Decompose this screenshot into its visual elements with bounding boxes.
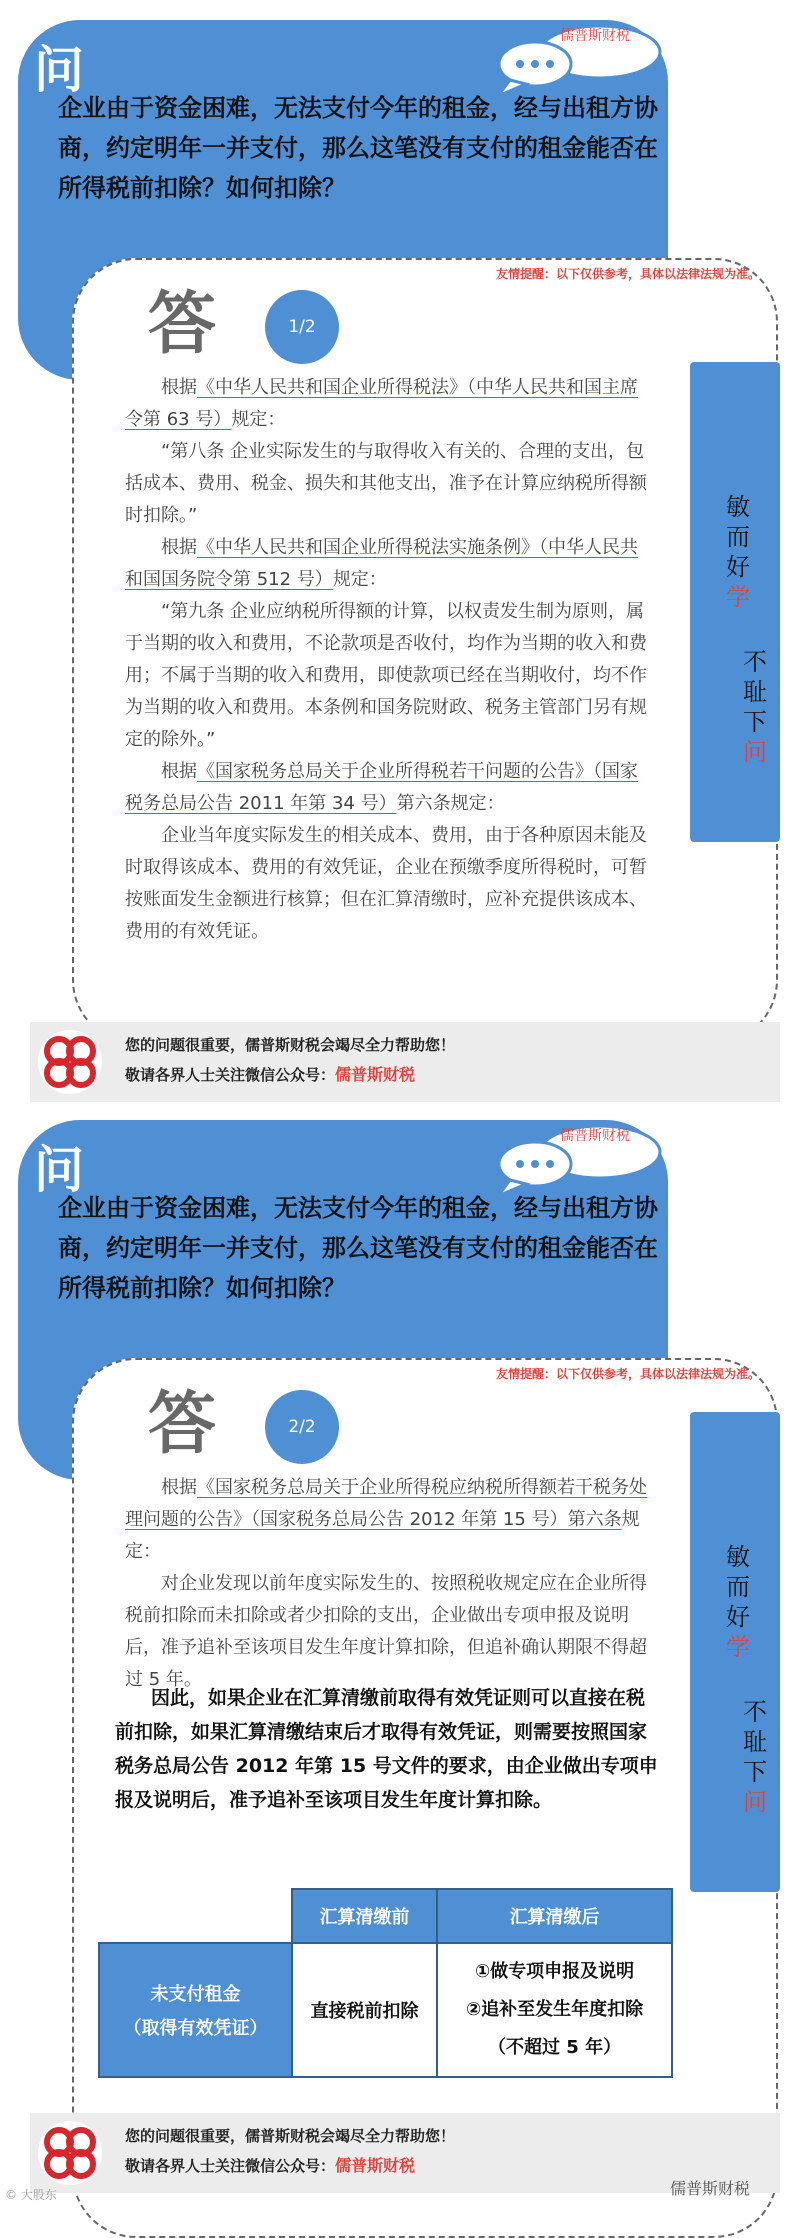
summary-table [98, 1888, 673, 2078]
law-citation: 《中华人民共和国企业所得税法实施条例》（中华人民共和国国务院令第 512 号） [125, 537, 638, 590]
account-name: 儒普斯财税 [335, 1065, 416, 1084]
answer-mark: 答 [148, 285, 217, 364]
motto-char: 敏 [726, 493, 750, 521]
paragraph: “第八条 企业实际发生的与取得收入有关的、合理的支出，包括成本、费用、税金、损失和其他支出，准予在计算应纳税所得额时扣除。” [125, 441, 647, 526]
table-row-header [99, 1943, 292, 2077]
answer-body [125, 1472, 655, 1696]
table-header: 汇算清缴后 [437, 1889, 672, 1943]
motto-char: 下 [743, 708, 767, 736]
table-header: 汇算清缴前 [292, 1889, 437, 1943]
footer-banner [30, 1022, 780, 1102]
text-fragment: 规定： [231, 409, 286, 430]
watermark-right: 儒普斯财税 [670, 2179, 751, 2198]
text-fragment: ①做专项申报及说明 [474, 1961, 635, 1982]
page-indicator: 1/2 [265, 290, 339, 364]
table-cell: 直接税前扣除 [292, 1943, 437, 2077]
text-fragment: 规定： [332, 569, 387, 590]
text-fragment: 根据 [161, 537, 197, 558]
text-fragment: （取得有效凭证） [123, 2018, 268, 2039]
paragraph: “第九条 企业应纳税所得额的计算，以权责发生制为原则，属于当期的收入和费用，不论款项是否收付，均作为当期的收入和费用；不属于当期的收入和费用，即使款项已经在当期收付，均不作为当期的收入和费用。本条例和国务院财政、税务主管部门另有规定的除外。” [125, 601, 647, 750]
text-fragment: ②追补至发生年度扣除 [465, 1999, 644, 2020]
motto-char: 不 [743, 1698, 767, 1726]
footer-banner [30, 2113, 780, 2193]
brand-logo-icon [35, 2118, 105, 2188]
law-citation: 《中华人民共和国企业所得税法》（中华人民共和国主席令第 63 号） [125, 377, 638, 430]
footer-line-1: 您的问题很重要，儒普斯财税会竭尽全力帮助您！ [125, 2127, 456, 2145]
conclusion-text [115, 1681, 660, 1817]
question-mark: 问 [34, 41, 84, 99]
text-fragment: 敬请各界人士关注微信公众号： [125, 2157, 336, 2175]
text-fragment: 根据 [161, 761, 197, 782]
table-cell [437, 1943, 672, 2077]
law-citation: 《国家税务总局关于企业所得税若干问题的公告》（国家税务总局公告 2011 年第 34 号） [125, 761, 638, 814]
motto-char: 学 [726, 1633, 750, 1661]
brand-logo-icon [35, 1027, 105, 1097]
paragraph: 对企业发现以前年度实际发生的、按照税收规定应在企业所得税前扣除而未扣除或者少扣除的支出，企业做出专项申报及说明后，准予追补至该项目发生年度计算扣除，但追补确认期限不得超过 5 年。 [125, 1573, 647, 1690]
table-corner [99, 1889, 292, 1943]
motto-char: 学 [726, 583, 750, 611]
watermark-left: © 大股东 [5, 2188, 57, 2202]
paragraph: 企业当年度实际发生的相关成本、费用，由于各种原因未能及时取得该成本、费用的有效凭证，企业在预缴季度所得税时，可暂按账面发生金额进行核算；但在汇算清缴时，应补充提供该成本、费用的有效凭证。 [125, 825, 647, 942]
text-fragment: 根据 [161, 377, 197, 398]
text-fragment: 规定： [125, 1509, 640, 1562]
paragraph: 因此，如果企业在汇算清缴前取得有效凭证则可以直接在税前扣除，如果汇算清缴结束后才取得有效凭证，则需要按照国家税务总局公告 2012 年第 15 号文件的要求，由企业做出专项申报及说明后，准予追补至该项目发生年度计算扣除。 [115, 1687, 658, 1811]
brand-label: 儒普斯财税 [560, 28, 630, 44]
text-fragment: 敬请各界人士关注微信公众号： [125, 1066, 336, 1084]
footer-line-2 [125, 1062, 415, 1085]
motto-char: 下 [743, 1758, 767, 1786]
question-text: 企业由于资金困难，无法支付今年的租金，经与出租方协商，约定明年一并支付，那么这笔没有支付的租金能否在所得税前扣除？如何扣除？ [58, 1194, 658, 1302]
motto-char: 问 [743, 1788, 767, 1816]
motto-char: 问 [743, 738, 767, 766]
question-mark: 问 [34, 1141, 84, 1199]
reminder-text: 友情提醒：以下仅供参考，具体以法律法规为准。 [495, 1367, 760, 1381]
motto-char: 而 [726, 1573, 750, 1601]
motto-char: 好 [726, 1603, 750, 1631]
account-name: 儒普斯财税 [335, 2156, 416, 2175]
question-text: 企业由于资金困难，无法支付今年的租金，经与出租方协商，约定明年一并支付，那么这笔没有支付的租金能否在所得税前扣除？如何扣除？ [58, 94, 658, 202]
text-fragment: 第六条规定： [396, 793, 505, 814]
answer-body [125, 372, 655, 948]
page-indicator: 2/2 [265, 1390, 339, 1464]
motto-char: 耻 [743, 1728, 767, 1756]
footer-line-2 [125, 2153, 415, 2176]
panel-1 [0, 0, 793, 1090]
motto-char: 不 [743, 648, 767, 676]
reminder-text: 友情提醒：以下仅供参考，具体以法律法规为准。 [495, 267, 760, 281]
motto-char: 耻 [743, 678, 767, 706]
side-motto [690, 1412, 780, 1892]
motto-char: 而 [726, 523, 750, 551]
text-fragment: 根据 [161, 1477, 197, 1498]
brand-label: 儒普斯财税 [560, 1128, 630, 1144]
text-fragment: （不超过 5 年） [488, 2037, 622, 2058]
motto-char: 敏 [726, 1543, 750, 1571]
answer-mark: 答 [148, 1385, 217, 1464]
motto-char: 好 [726, 553, 750, 581]
law-citation: 《国家税务总局关于企业所得税应纳税所得额若干税务处理问题的公告》（国家税务总局公告 2012 年第 15 号）第六条 [125, 1477, 647, 1530]
footer-line-1: 您的问题很重要，儒普斯财税会竭尽全力帮助您！ [125, 1036, 456, 1054]
text-fragment: 未支付租金 [150, 1984, 241, 2005]
side-motto [690, 362, 780, 842]
